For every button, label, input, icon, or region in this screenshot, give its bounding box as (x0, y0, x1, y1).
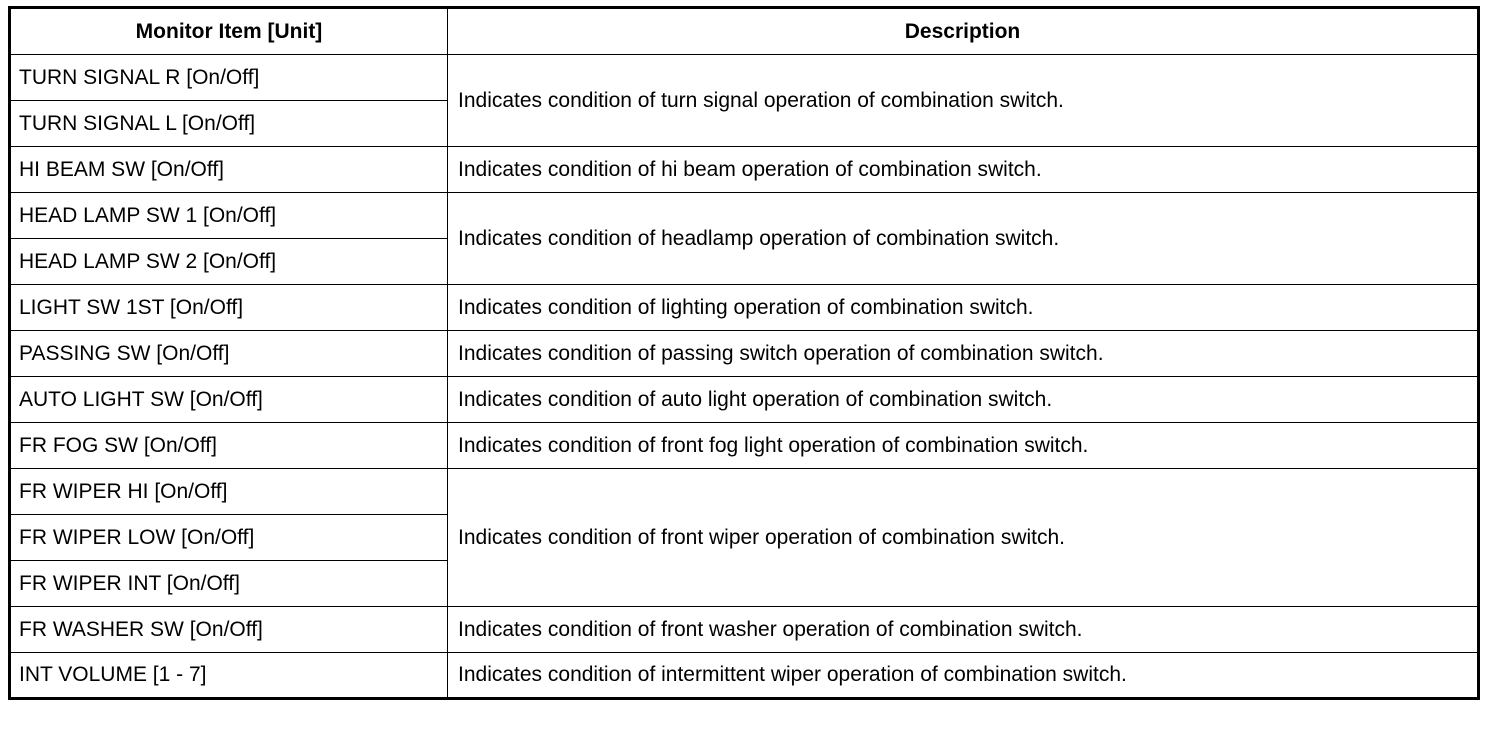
monitor-item-cell: LIGHT SW 1ST [On/Off] (10, 285, 448, 331)
monitor-item-cell: FR WASHER SW [On/Off] (10, 607, 448, 653)
description-cell: Indicates condition of lighting operation of combination switch. (448, 285, 1479, 331)
description-cell: Indicates condition of auto light operation of combination switch. (448, 377, 1479, 423)
table-row (10, 377, 1479, 423)
monitor-item-cell: FR FOG SW [On/Off] (10, 423, 448, 469)
description-cell: Indicates condition of hi beam operation of combination switch. (448, 147, 1479, 193)
table-row (10, 607, 1479, 653)
header-description: Description (448, 8, 1479, 55)
table-row (10, 423, 1479, 469)
header-row (10, 8, 1479, 55)
monitor-item-cell: HEAD LAMP SW 2 [On/Off] (10, 239, 448, 285)
table-row (10, 193, 1479, 239)
table-row (10, 469, 1479, 515)
table-row (10, 653, 1479, 699)
description-cell: Indicates condition of front fog light operation of combination switch. (448, 423, 1479, 469)
monitor-item-cell: TURN SIGNAL R [On/Off] (10, 55, 448, 101)
description-cell: Indicates condition of passing switch operation of combination switch. (448, 331, 1479, 377)
monitor-item-cell: FR WIPER INT [On/Off] (10, 561, 448, 607)
monitor-item-cell: HI BEAM SW [On/Off] (10, 147, 448, 193)
monitor-item-cell: FR WIPER HI [On/Off] (10, 469, 448, 515)
description-cell: Indicates condition of front washer operation of combination switch. (448, 607, 1479, 653)
description-cell: Indicates condition of headlamp operation of combination switch. (448, 193, 1479, 285)
monitor-item-cell: PASSING SW [On/Off] (10, 331, 448, 377)
description-cell: Indicates condition of intermittent wiper operation of combination switch. (448, 653, 1479, 699)
table-row (10, 331, 1479, 377)
table-row (10, 285, 1479, 331)
description-cell: Indicates condition of turn signal operation of combination switch. (448, 55, 1479, 147)
header-monitor-item: Monitor Item [Unit] (10, 8, 448, 55)
table-row (10, 55, 1479, 101)
monitor-item-table (8, 6, 1480, 700)
monitor-item-cell: TURN SIGNAL L [On/Off] (10, 101, 448, 147)
monitor-item-cell: AUTO LIGHT SW [On/Off] (10, 377, 448, 423)
description-cell: Indicates condition of front wiper operation of combination switch. (448, 469, 1479, 607)
table-row (10, 147, 1479, 193)
monitor-item-cell: FR WIPER LOW [On/Off] (10, 515, 448, 561)
monitor-item-cell: HEAD LAMP SW 1 [On/Off] (10, 193, 448, 239)
monitor-item-cell: INT VOLUME [1 - 7] (10, 653, 448, 699)
